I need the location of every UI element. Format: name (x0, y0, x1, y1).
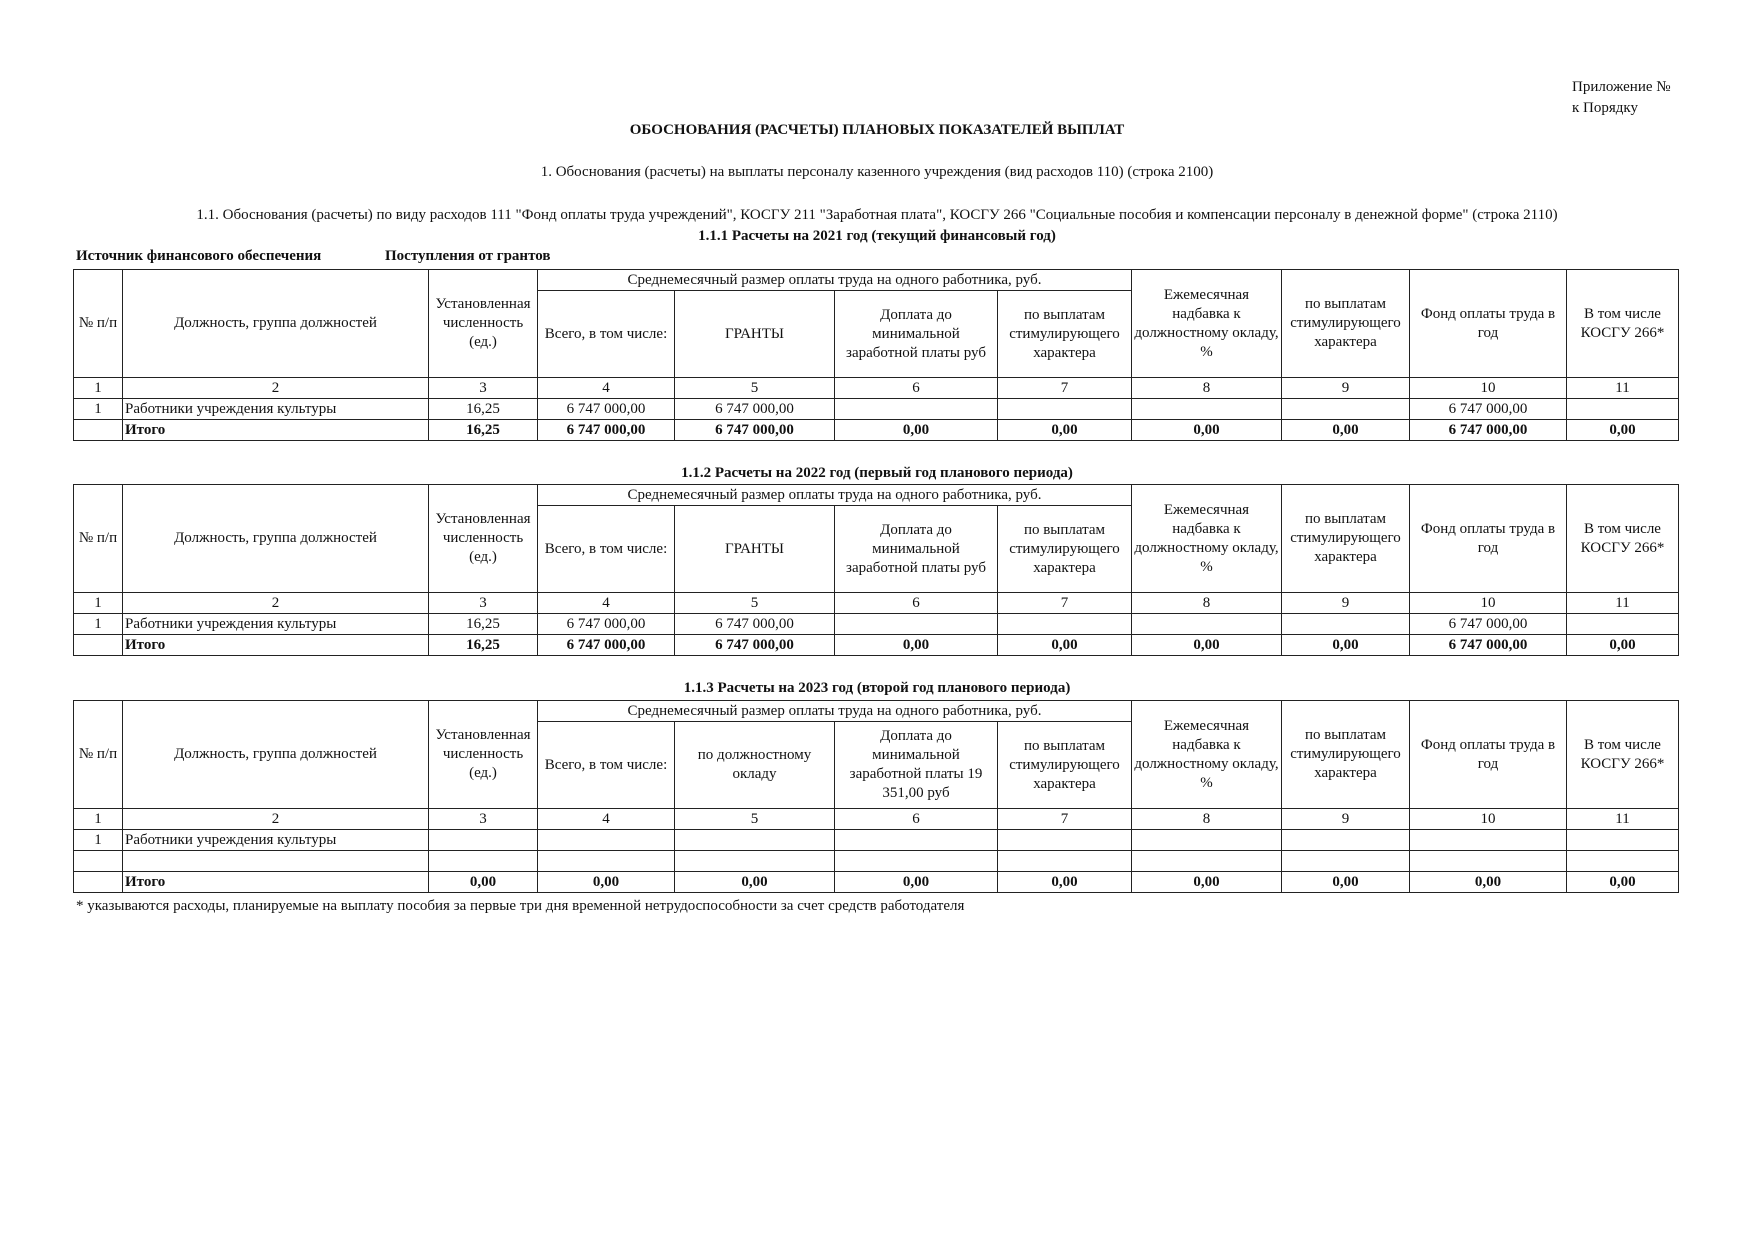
row-kosgu (1567, 830, 1679, 851)
col-num: 6 (835, 593, 998, 614)
row-stim (998, 614, 1132, 635)
row-fund: 6 747 000,00 (1410, 399, 1567, 420)
header-grants: ГРАНТЫ (675, 506, 835, 593)
header-annual-fund: Фонд оплаты труда в год (1410, 485, 1567, 593)
empty-cell (1132, 851, 1282, 872)
col-num: 2 (123, 593, 429, 614)
column-numbers-row (74, 593, 1679, 614)
table-2023 (73, 700, 1679, 893)
header-stimulating: по выплатам стимулирующего характера (998, 722, 1132, 809)
section-1-1-heading: 1.1. Обоснования (расчеты) по виду расходов 111 "Фонд оплаты труда учреждений", КОСГУ 211 "Заработная плата", КОСГУ 266 "Социальные пособия и компенсации персоналу в денежной форме" (строка 2110) (196, 207, 1558, 223)
total-label: Итого (123, 420, 429, 441)
empty-cell (538, 851, 675, 872)
col-num: 11 (1567, 593, 1679, 614)
total-stim2: 0,00 (1282, 635, 1410, 656)
col-num: 9 (1282, 593, 1410, 614)
col-num: 5 (675, 378, 835, 399)
empty-cell (1282, 851, 1410, 872)
header-total-incl: Всего, в том числе: (538, 291, 675, 378)
row-bonus (1132, 614, 1282, 635)
row-grants: 6 747 000,00 (675, 614, 835, 635)
funding-source-label: Источник финансового обеспечения (76, 248, 322, 264)
row-bonus (1132, 830, 1282, 851)
total-min-wage: 0,00 (835, 872, 998, 893)
row-kosgu (1567, 614, 1679, 635)
col-num: 8 (1132, 593, 1282, 614)
empty-cell (429, 851, 538, 872)
row-total (538, 830, 675, 851)
total-no (74, 635, 123, 656)
column-numbers-row (74, 809, 1679, 830)
header-avg-group: Среднемесячный размер оплаты труда на одного работника, руб. (538, 701, 1132, 722)
total-label: Итого (123, 635, 429, 656)
row-grants: 6 747 000,00 (675, 399, 835, 420)
header-kosgu-266: В том числе КОСГУ 266* (1567, 701, 1679, 809)
section-1-heading: 1. Обоснования (расчеты) на выплаты персоналу казенного учреждения (вид расходов 110) (строка 2100) (540, 164, 1214, 180)
table-3-subtitle: 1.1.3 Расчеты на 2023 год (второй год планового периода) (683, 680, 1071, 696)
empty-cell (1410, 851, 1567, 872)
total-fund: 0,00 (1410, 872, 1567, 893)
header-avg-group: Среднемесячный размер оплаты труда на одного работника, руб. (538, 485, 1132, 506)
row-stim (998, 830, 1132, 851)
row-position: Работники учреждения культуры (123, 830, 429, 851)
row-position: Работники учреждения культуры (123, 399, 429, 420)
row-min-wage (835, 399, 998, 420)
total-no (74, 420, 123, 441)
appendix-line-2: к Порядку (1572, 100, 1638, 116)
empty-cell (835, 851, 998, 872)
row-min-wage (835, 614, 998, 635)
col-num: 3 (429, 809, 538, 830)
total-grants: 6 747 000,00 (675, 635, 835, 656)
total-headcount: 0,00 (429, 872, 538, 893)
empty-row (74, 851, 1679, 872)
row-min-wage (835, 830, 998, 851)
col-num: 5 (675, 809, 835, 830)
total-total: 6 747 000,00 (538, 420, 675, 441)
table-2022 (73, 484, 1679, 656)
row-no: 1 (74, 614, 123, 635)
header-position: Должность, группа должностей (123, 270, 429, 378)
row-stim2 (1282, 830, 1410, 851)
header-stimulating: по выплатам стимулирующего характера (998, 291, 1132, 378)
col-num: 2 (123, 378, 429, 399)
total-row (74, 420, 1679, 441)
header-kosgu-266: В том числе КОСГУ 266* (1567, 485, 1679, 593)
total-stim2: 0,00 (1282, 872, 1410, 893)
header-headcount: Установленная численность (ед.) (429, 270, 538, 378)
total-label: Итого (123, 872, 429, 893)
col-num: 10 (1410, 809, 1567, 830)
col-num: 7 (998, 809, 1132, 830)
total-fund: 6 747 000,00 (1410, 635, 1567, 656)
total-row (74, 635, 1679, 656)
row-no: 1 (74, 830, 123, 851)
header-no: № п/п (74, 701, 123, 809)
total-headcount: 16,25 (429, 635, 538, 656)
col-num: 11 (1567, 809, 1679, 830)
total-bonus: 0,00 (1132, 420, 1282, 441)
row-stim2 (1282, 614, 1410, 635)
total-bonus: 0,00 (1132, 872, 1282, 893)
col-num: 4 (538, 378, 675, 399)
empty-cell (1567, 851, 1679, 872)
header-annual-fund: Фонд оплаты труда в год (1410, 270, 1567, 378)
total-row (74, 872, 1679, 893)
empty-cell (998, 851, 1132, 872)
col-num: 10 (1410, 378, 1567, 399)
col-num: 7 (998, 378, 1132, 399)
header-grants: ГРАНТЫ (675, 291, 835, 378)
row-stim2 (1282, 399, 1410, 420)
table-2021 (73, 269, 1679, 441)
col-num: 7 (998, 593, 1132, 614)
table-row (74, 614, 1679, 635)
total-bonus: 0,00 (1132, 635, 1282, 656)
header-stimulating-2: по выплатам стимулирующего характера (1282, 701, 1410, 809)
row-kosgu (1567, 399, 1679, 420)
total-kosgu: 0,00 (1567, 635, 1679, 656)
header-stimulating-2: по выплатам стимулирующего характера (1282, 270, 1410, 378)
appendix-note (1572, 77, 1671, 119)
header-min-wage-pay: Доплата до минимальной заработной платы 19 351,00 руб (835, 722, 998, 809)
empty-cell (74, 851, 123, 872)
header-no: № п/п (74, 270, 123, 378)
col-num: 1 (74, 378, 123, 399)
total-no (74, 872, 123, 893)
table-row (74, 830, 1679, 851)
total-stim: 0,00 (998, 635, 1132, 656)
row-bonus (1132, 399, 1282, 420)
col-num: 1 (74, 593, 123, 614)
table-row (74, 399, 1679, 420)
col-num: 9 (1282, 378, 1410, 399)
table-2-subtitle: 1.1.2 Расчеты на 2022 год (первый год планового периода) (681, 465, 1073, 481)
row-headcount (429, 830, 538, 851)
col-num: 10 (1410, 593, 1567, 614)
total-min-wage: 0,00 (835, 420, 998, 441)
total-grants: 6 747 000,00 (675, 420, 835, 441)
total-stim2: 0,00 (1282, 420, 1410, 441)
total-kosgu: 0,00 (1567, 872, 1679, 893)
header-position: Должность, группа должностей (123, 701, 429, 809)
header-min-wage-pay: Доплата до минимальной заработной платы руб (835, 291, 998, 378)
total-min-wage: 0,00 (835, 635, 998, 656)
col-num: 6 (835, 378, 998, 399)
total-stim: 0,00 (998, 872, 1132, 893)
header-annual-fund: Фонд оплаты труда в год (1410, 701, 1567, 809)
header-monthly-bonus: Ежемесячная надбавка к должностному окладу, % (1132, 701, 1282, 809)
funding-source-value: Поступления от грантов (385, 248, 551, 264)
table-1-subtitle: 1.1.1 Расчеты на 2021 год (текущий финансовый год) (698, 228, 1056, 244)
row-headcount: 16,25 (429, 399, 538, 420)
row-total: 6 747 000,00 (538, 399, 675, 420)
header-avg-group: Среднемесячный размер оплаты труда на одного работника, руб. (538, 270, 1132, 291)
col-num: 4 (538, 809, 675, 830)
col-num: 4 (538, 593, 675, 614)
col-num: 1 (74, 809, 123, 830)
header-monthly-bonus: Ежемесячная надбавка к должностному окладу, % (1132, 485, 1282, 593)
total-stim: 0,00 (998, 420, 1132, 441)
row-fund (1410, 830, 1567, 851)
col-num: 3 (429, 378, 538, 399)
row-headcount: 16,25 (429, 614, 538, 635)
row-total: 6 747 000,00 (538, 614, 675, 635)
row-no: 1 (74, 399, 123, 420)
header-kosgu-266: В том числе КОСГУ 266* (1567, 270, 1679, 378)
header-total-incl: Всего, в том числе: (538, 506, 675, 593)
row-fund: 6 747 000,00 (1410, 614, 1567, 635)
header-headcount: Установленная численность (ед.) (429, 701, 538, 809)
header-stimulating-2: по выплатам стимулирующего характера (1282, 485, 1410, 593)
col-num: 3 (429, 593, 538, 614)
footnote: * указываются расходы, планируемые на выплату пособия за первые три дня временной нетрудоспособности за счет средств работодателя (76, 898, 965, 914)
total-headcount: 16,25 (429, 420, 538, 441)
row-by-salary (675, 830, 835, 851)
header-stimulating: по выплатам стимулирующего характера (998, 506, 1132, 593)
row-position: Работники учреждения культуры (123, 614, 429, 635)
empty-cell (123, 851, 429, 872)
column-numbers-row (74, 378, 1679, 399)
funding-source (76, 248, 550, 265)
header-monthly-bonus: Ежемесячная надбавка к должностному окладу, % (1132, 270, 1282, 378)
header-no: № п/п (74, 485, 123, 593)
total-by-salary: 0,00 (675, 872, 835, 893)
col-num: 8 (1132, 809, 1282, 830)
row-stim (998, 399, 1132, 420)
header-position: Должность, группа должностей (123, 485, 429, 593)
col-num: 2 (123, 809, 429, 830)
col-num: 11 (1567, 378, 1679, 399)
total-total: 6 747 000,00 (538, 635, 675, 656)
header-total-incl: Всего, в том числе: (538, 722, 675, 809)
header-headcount: Установленная численность (ед.) (429, 485, 538, 593)
col-num: 9 (1282, 809, 1410, 830)
col-num: 8 (1132, 378, 1282, 399)
col-num: 5 (675, 593, 835, 614)
col-num: 6 (835, 809, 998, 830)
header-min-wage-pay: Доплата до минимальной заработной платы руб (835, 506, 998, 593)
total-kosgu: 0,00 (1567, 420, 1679, 441)
total-total: 0,00 (538, 872, 675, 893)
empty-cell (675, 851, 835, 872)
document-title: ОБОСНОВАНИЯ (РАСЧЕТЫ) ПЛАНОВЫХ ПОКАЗАТЕЛЕЙ ВЫПЛАТ (629, 122, 1125, 138)
header-by-salary: по должностному окладу (675, 722, 835, 809)
total-fund: 6 747 000,00 (1410, 420, 1567, 441)
appendix-line-1: Приложение № (1572, 79, 1671, 95)
